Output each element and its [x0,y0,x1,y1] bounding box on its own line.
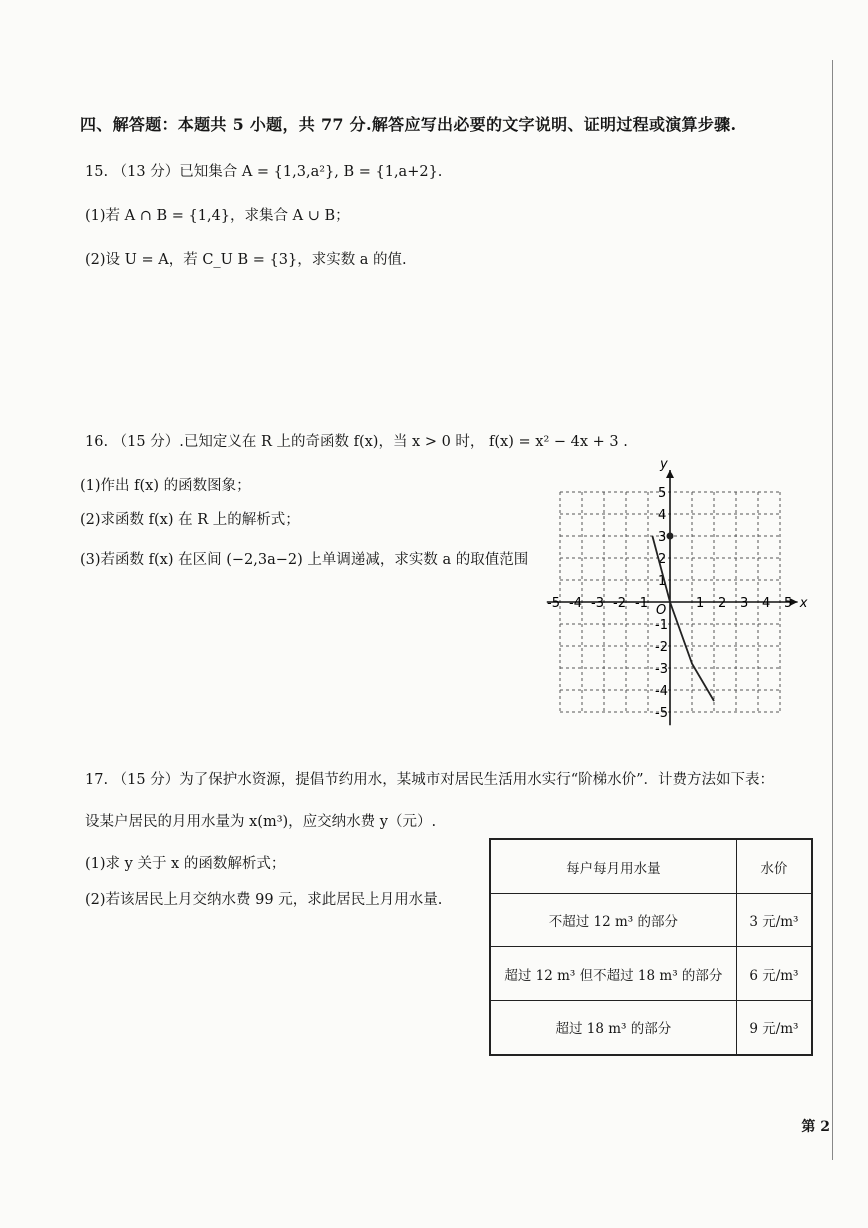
q15-part2: (2)设 U = A，若 C_U B = {3}，求实数 a 的值. [85,252,407,268]
y-tick-label: -4 [655,684,668,699]
table-row [490,894,812,947]
x-tick-label: 2 [718,596,727,611]
marked-point [667,533,674,540]
q16-part2: (2)求函数 f(x) 在 R 上的解析式； [80,512,300,528]
q17-setup: 设某户居民的月用水量为 x(m³)，应交纳水费 y（元）. [85,814,437,830]
q17-intro: 17. （15 分）为了保护水资源，提倡节约用水，某城市对居民生活用水实行“阶梯水价”．计费方法如下表： [85,772,775,788]
table-row [490,947,812,1000]
y-tick-label: -5 [655,706,668,721]
x-tick-label: -5 [547,596,560,611]
usage-cell: 超过 12 m³ 但不超过 18 m³ 的部分 [490,947,736,1000]
coordinate-axes [547,470,798,725]
q16-part3: (3)若函数 f(x) 在区间 (−2,3a−2) 上单调递减，求实数 a 的取值范围 [80,552,529,568]
x-tick-label: 3 [740,596,749,611]
y-tick-label: -2 [655,640,668,655]
y-tick-label: 4 [658,508,667,523]
usage-cell: 不超过 12 m³ 的部分 [490,894,736,947]
y-tick-label: -1 [655,618,668,633]
y-tick-label: 5 [658,486,667,501]
y-tick-label: 2 [658,552,667,567]
y-tick-label: 1 [658,574,667,589]
section-header: 四、解答题：本题共 5 小题，共 77 分.解答应写出必要的文字说明、证明过程或演算步骤. [80,115,737,134]
q15-intro: 15. （13 分）已知集合 A = {1,3,a²}, B = {1,a+2}. [85,164,443,180]
water-price-table [489,838,813,1056]
x-axis-label: x [799,596,808,611]
origin-label: O [656,603,667,618]
y-tick-label: -3 [655,662,668,677]
table-row [490,1000,812,1055]
header-price: 水价 [736,839,812,894]
table-header-row [490,839,812,894]
x-tick-label: -4 [569,596,582,611]
price-cell: 3 元/m³ [736,894,812,947]
x-tick-label: 1 [696,596,705,611]
q17-part1: (1)求 y 关于 x 的函数解析式； [85,856,286,872]
y-tick-label: 3 [658,530,667,545]
y-axis-label: y [660,456,668,472]
page-number: 第 2 [801,1119,830,1135]
x-tick-label: -2 [613,596,626,611]
price-cell: 9 元/m³ [736,1000,812,1055]
q17-part2: (2)若该居民上月交纳水费 99 元，求此居民上月用水量. [85,892,443,908]
q16-intro: 16. （15 分）.已知定义在 R 上的奇函数 f(x)，当 x > 0 时， f(x) = x² − 4x + 3 . [85,434,628,450]
price-cell: 6 元/m³ [736,947,812,1000]
header-usage: 每户每月用水量 [490,839,736,894]
x-tick-label: -1 [635,596,648,611]
page-edge-rule [832,60,833,1160]
x-tick-label: 4 [762,596,771,611]
q15-part1: (1)若 A ∩ B = {1,4}，求集合 A ∪ B； [85,208,350,224]
x-tick-label: 5 [784,596,793,611]
function-graph [540,456,808,732]
x-tick-label: -3 [591,596,604,611]
usage-cell: 超过 18 m³ 的部分 [490,1000,736,1055]
q16-part1: (1)作出 f(x) 的函数图象； [80,478,251,494]
